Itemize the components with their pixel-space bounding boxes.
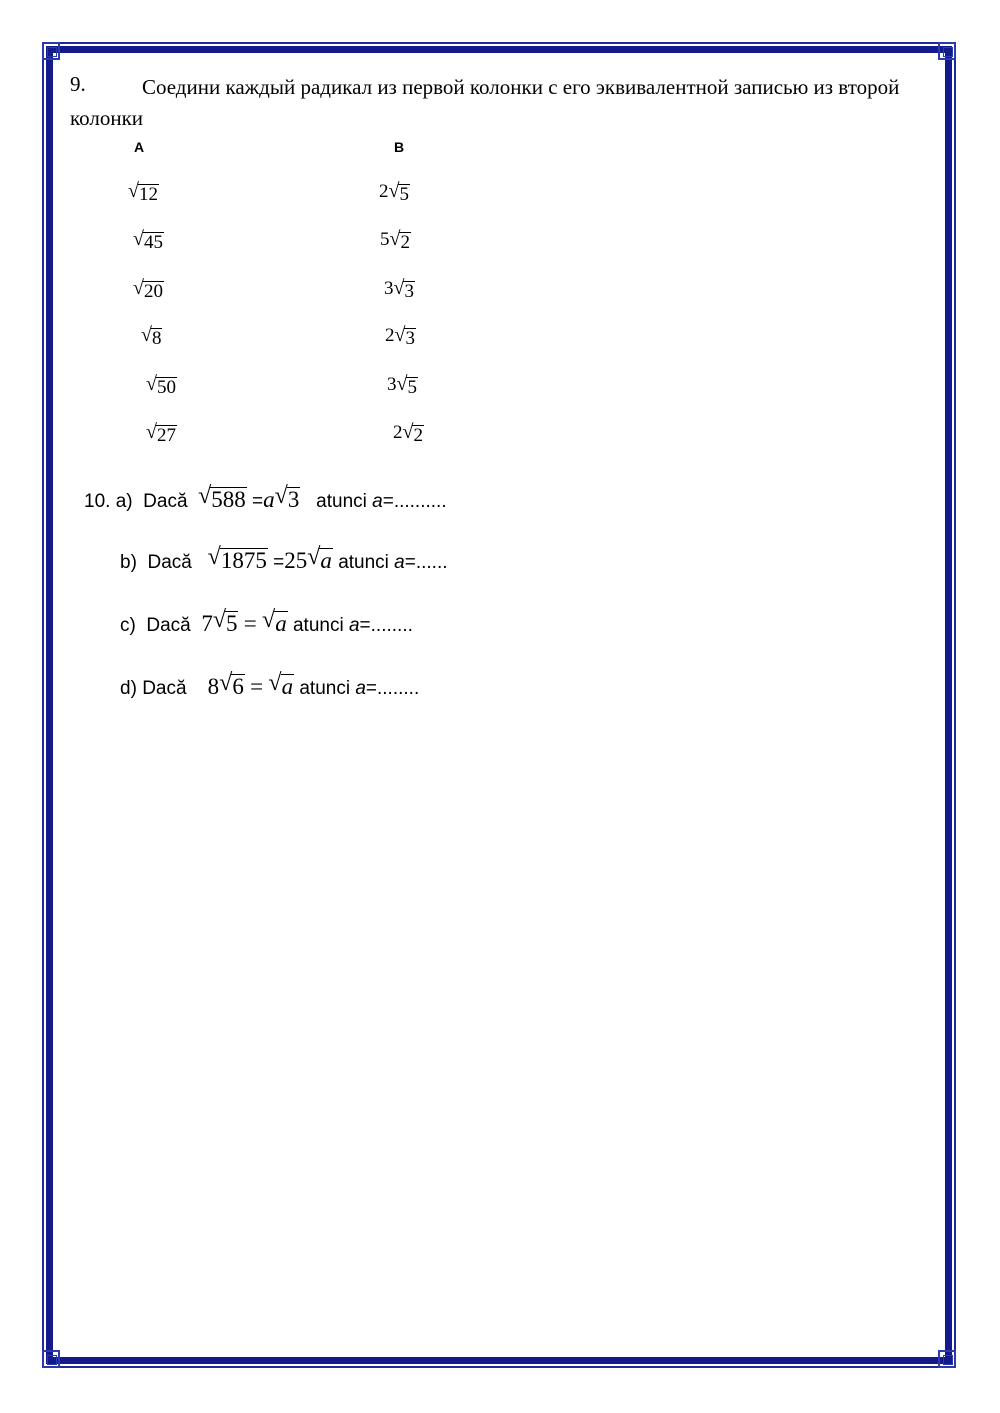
question-9-text: Соедини каждый радикал из первой колонки с его эквивалентной записью из второй колонки (70, 75, 900, 130)
column-a-header: A (134, 139, 145, 155)
question-10b: b) Dacă √1875 =25√a atunci a=...... (120, 544, 448, 573)
question-10d: d) Dacă 8√6 = √a atunci a=........ (120, 670, 420, 699)
question-10a: 10. a) Dacă √588 =a√3 atunci a=.......... (84, 483, 447, 512)
question-10c: c) Dacă 7√5 = √a atunci a=........ (120, 607, 413, 636)
column-b-item: 3√5 (387, 373, 417, 398)
column-b-header: B (394, 139, 405, 155)
column-b-item: 2√3 (385, 324, 415, 349)
column-a-item: √12 (128, 180, 158, 205)
column-b-item: 3√3 (384, 277, 414, 302)
column-b-item: 2√5 (379, 180, 409, 205)
column-a-item: √20 (133, 277, 163, 302)
corner-ornament-top-left (42, 42, 60, 60)
column-b-item: 5√2 (380, 228, 410, 253)
column-a-item: √8 (141, 324, 162, 349)
column-a-item: √45 (133, 228, 163, 253)
corner-ornament-bottom-right (938, 1350, 956, 1368)
page-border-inner (46, 46, 952, 1364)
column-b-item: 2√2 (393, 421, 423, 446)
column-a-item: √50 (146, 373, 176, 398)
corner-ornament-top-right (938, 42, 956, 60)
question-9-number: 9. (70, 72, 86, 96)
column-a-item: √27 (146, 421, 176, 446)
corner-ornament-bottom-left (42, 1350, 60, 1368)
